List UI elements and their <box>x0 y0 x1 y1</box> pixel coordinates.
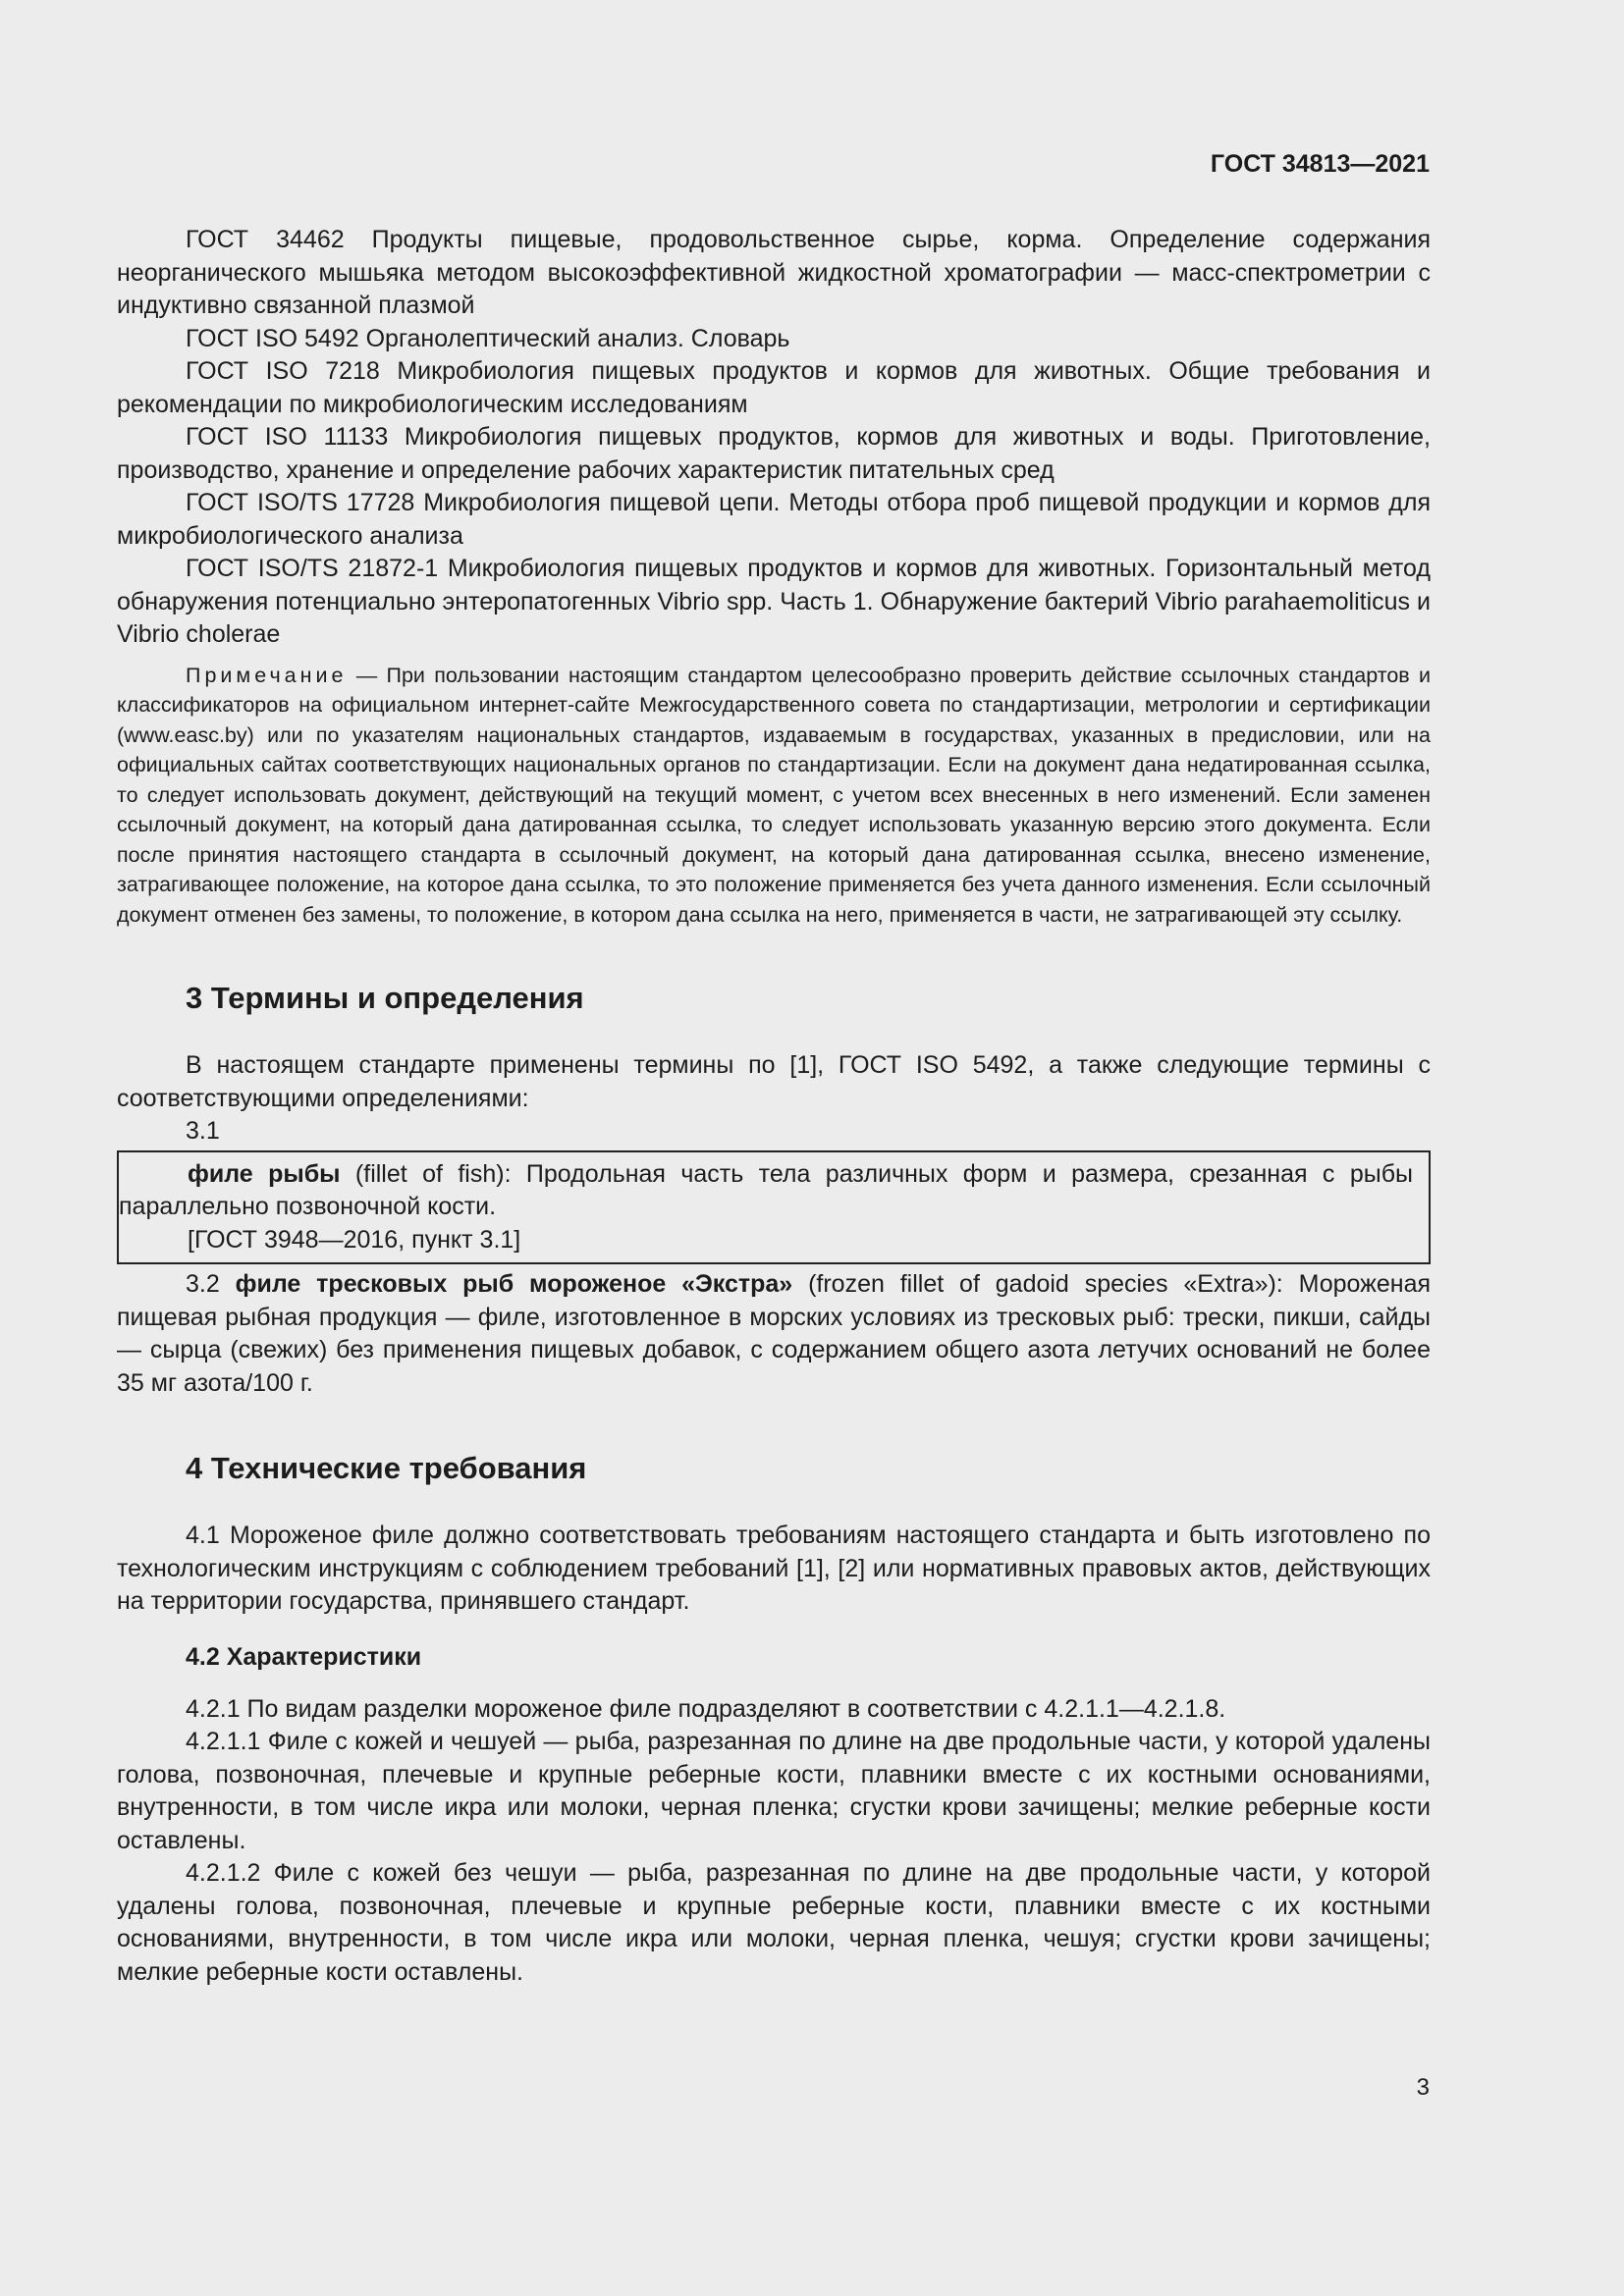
page-content <box>117 224 1431 1989</box>
term-3-1-source: [ГОСТ 3948—2016, пункт 3.1] <box>188 1225 521 1254</box>
term-3-1-definition <box>119 1158 1413 1224</box>
page-number: 3 <box>1416 2074 1430 2101</box>
term-3-2-term: филе тресковых рыб мороженое «Экстра» <box>235 1270 793 1298</box>
term-3-1-term: филе рыбы <box>188 1159 341 1188</box>
clause-4-1: 4.1 Мороженое филе должно соответствовать требованиям настоящего стандарта и быть изготовлено по технологическим инструкциям с соблюдением требований [1], [2] или нормативных правовых актов, действующих на территории государства, принявшего стандарт. <box>117 1522 1431 1615</box>
note-dash: — <box>347 663 387 687</box>
term-3-1-number: 3.1 <box>186 1117 220 1145</box>
reference-gost-iso-7218: ГОСТ ISO 7218 Микробиология пищевых продуктов и кормов для животных. Общие требования и рекомендации по микробиологическим исследованиям <box>117 357 1431 418</box>
reference-gost-34462: ГОСТ 34462 Продукты пищевые, продовольственное сырье, корма. Определение содержания неорганического мышьяка методом высокоэффективной жидкостной хроматографии — масс-спектрометрии с индуктивно связанной плазмой <box>117 226 1431 319</box>
note-label: Примечание <box>186 663 348 687</box>
term-3-1-box <box>117 1150 1431 1265</box>
section-3-heading: 3 Термины и определения <box>186 981 584 1015</box>
section-3-intro: В настоящем стандарте применены термины по [1], ГОСТ ISO 5492, а также следующие термины с соответствующими определениями: <box>117 1051 1431 1112</box>
clause-4-2-1-1: 4.2.1.1 Филе с кожей и чешуей — рыба, разрезанная по длине на две продольные части, у которой удалены голова, позвоночная, плечевые и крупные реберные кости, плавники вместе с их костными основаниями, внутренности, в том числе икра или молоки, черная пленка; сгустки крови зачищены; мелкие реберные кости оставлены. <box>117 1728 1431 1854</box>
term-3-2-number: 3.2 <box>186 1270 236 1298</box>
reference-gost-iso-ts-17728: ГОСТ ISO/TS 17728 Микробиология пищевой цепи. Методы отбора проб пищевой продукции и кормов для микробиологического анализа <box>117 489 1431 550</box>
subsection-4-2-heading: 4.2 Характеристики <box>186 1642 422 1671</box>
reference-gost-iso-5492: ГОСТ ISO 5492 Органолептический анализ. Словарь <box>186 324 790 352</box>
note-text: При пользовании настоящим стандартом целесообразно проверить действие ссылочных стандартов и классификаторов на официальном интернет-сайте Межгосударственного совета по стандартизации, метрологии и сертификации (www.easc.by) или по указателям национальных стандартов, издаваемым в государствах, указанных в предисловии, или на официальных сайтах соответствующих национальных органов по стандартизации. Если на документ дана недатированная ссылка, то следует использовать документ, действующий на текущий момент, с учетом всех внесенных в него изменений. Если заменен ссылочный документ, на который дана датированная ссылка, то следует использовать указанную версию этого документа. Если после принятия настоящего стандарта в ссылочный документ, на который дана датированная ссылка, внесено изменение, затрагивающее положение, на которое дана ссылка, то это положение применяется без учета данного изменения. Если ссылочный документ отменен без замены, то положение, в котором дана ссылка на него, применяется в части, не затрагивающей эту ссылку. <box>117 663 1431 927</box>
document-code-header: ГОСТ 34813—2021 <box>1210 150 1430 178</box>
term-3-2-text: (frozen fillet of gadoid species «Extra»): Мороженая пищевая рыбная продукция — филе, изготовленное в морских условиях из тресковых рыб: трески, пикши, сайды — сырца (свежих) без применения пищевых добавок, с содержанием общего азота летучих оснований не более 35 мг азота/100 г. <box>117 1270 1432 1397</box>
term-3-1-text: (fillet of fish): Продольная часть тела различных форм и размера, срезанная с рыбы параллельно позвоночной кости. <box>119 1159 1413 1220</box>
clause-4-2-1-2: 4.2.1.2 Филе с кожей без чешуи — рыба, разрезанная по длине на две продольные части, у которой удалены голова, позвоночная, плечевые и крупные реберные кости, плавники вместе с их костными основаниями, внутренности, в том числе икра или молоки, черная пленка, чешуя; сгустки крови зачищены; мелкие реберные кости оставлены. <box>117 1859 1431 1986</box>
reference-gost-iso-ts-21872-1: ГОСТ ISO/TS 21872-1 Микробиология пищевых продуктов и кормов для животных. Горизонтальный метод обнаружения потенциально энтеропатогенных Vibrio spp. Часть 1. Обнаружение бактерий Vibrio parahaemoliticus и Vibrio cholerae <box>117 555 1431 648</box>
reference-gost-iso-11133: ГОСТ ISO 11133 Микробиология пищевых продуктов, кормов для животных и воды. Приготовление, производство, хранение и определение рабочих характеристик питательных сред <box>117 423 1431 484</box>
references-note <box>117 661 1431 931</box>
clause-4-2-1: 4.2.1 По видам разделки мороженое филе подразделяют в соответствии с 4.2.1.1—4.2.1.8. <box>186 1694 1226 1723</box>
section-4-heading: 4 Технические требования <box>186 1451 587 1485</box>
term-3-2 <box>117 1268 1431 1400</box>
